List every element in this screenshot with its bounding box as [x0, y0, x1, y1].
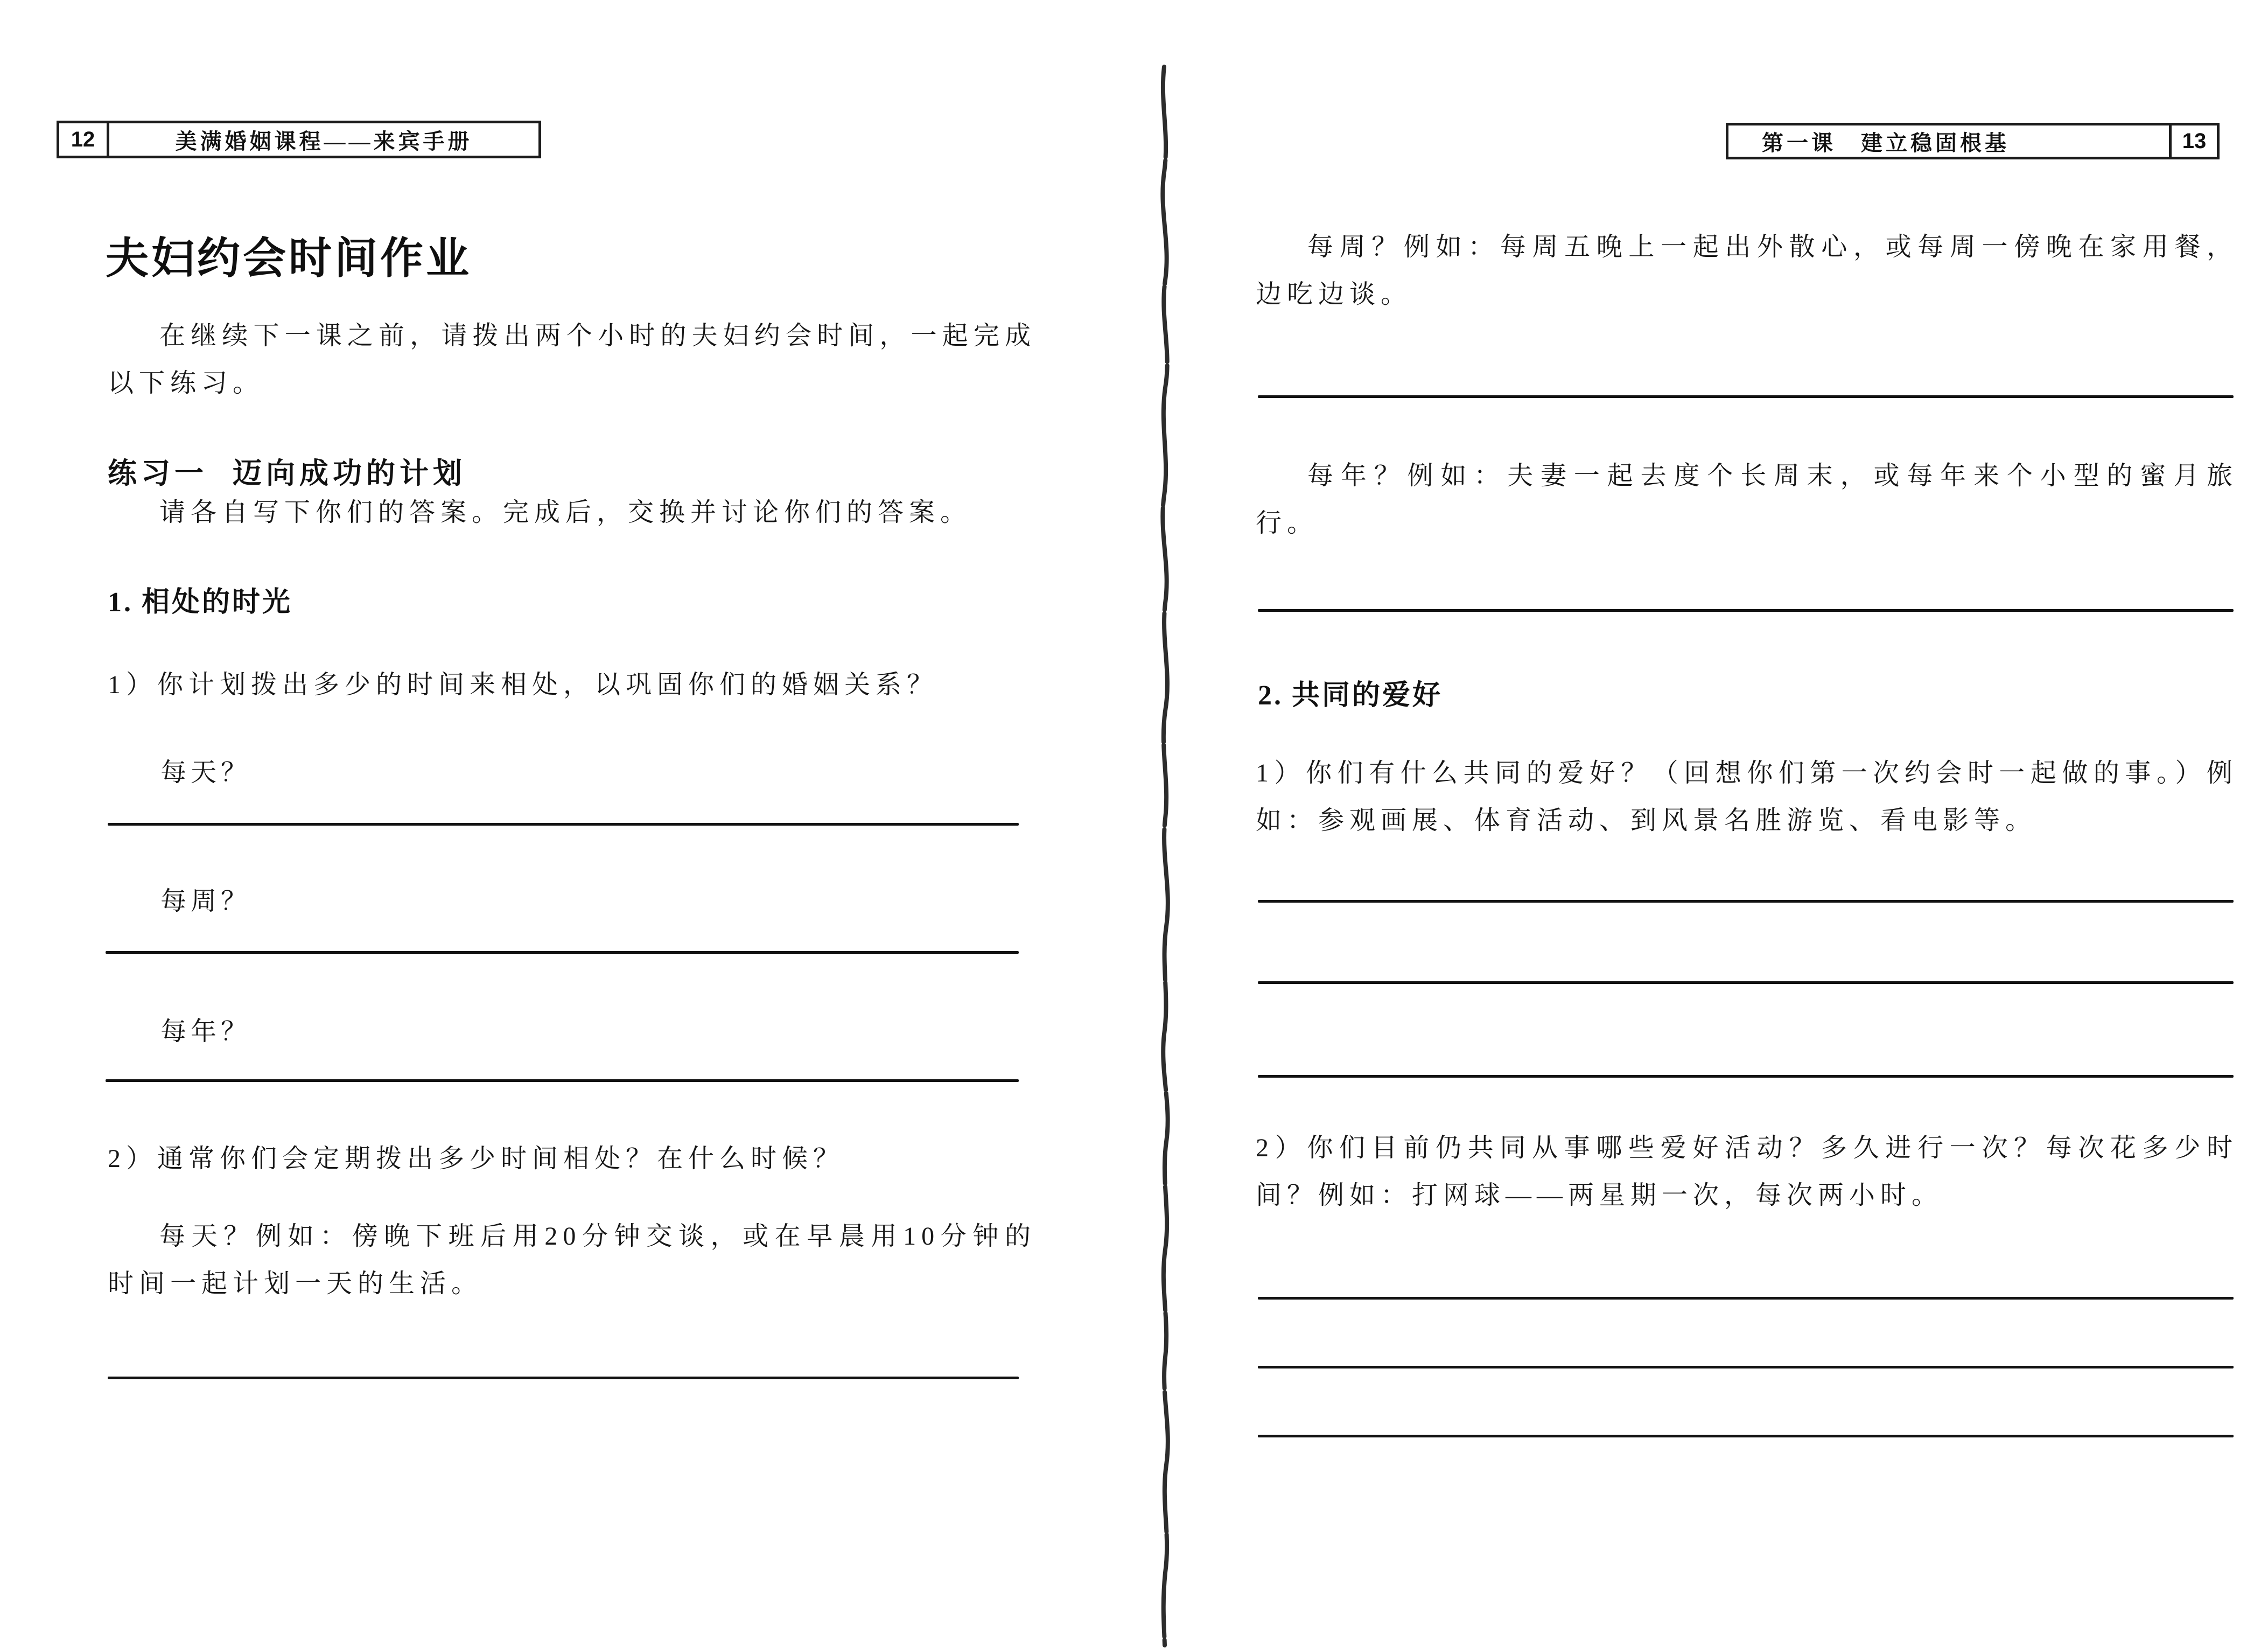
section1-number: 1. — [108, 587, 133, 618]
answer-line — [1258, 900, 2234, 903]
answer-line — [106, 1079, 1019, 1082]
answer-line — [108, 1377, 1019, 1379]
section1-heading — [108, 579, 292, 619]
question2: 2）通常你们会定期拨出多少时间相处？在什么时候？ — [108, 1144, 845, 1173]
answer-line — [1258, 1297, 2234, 1300]
yearly-example-paragraph: 每年？例如：夫妻一起去度个长周末，或每年来个小型的蜜月旅行。 — [1256, 462, 2238, 537]
right-page-number: 13 — [2169, 125, 2217, 157]
answer-line — [1258, 609, 2234, 612]
answer-line — [1258, 395, 2234, 398]
exercise-instruction: 请各自写下你们的答案。完成后，交换并讨论你们的答案。 — [159, 498, 972, 527]
left-running-header — [57, 121, 541, 158]
answer-line — [106, 951, 1019, 954]
hobbies-question2: 2）你们目前仍共同从事哪些爱好活动？多久进行一次？每次花多少时间？例如：打网球——两星期一次，每次两小时。 — [1256, 1134, 2238, 1210]
question2-example: 每天？例如：傍晚下班后用20分钟交谈，或在早晨用10分钟的时间一起计划一天的生活。 — [108, 1222, 1036, 1298]
blank-label-yearly: 每年？ — [160, 1017, 251, 1046]
exercise-label: 练习一 — [108, 457, 208, 490]
blank-label-weekly: 每周？ — [160, 887, 251, 916]
answer-line — [108, 823, 1019, 826]
exercise-name: 迈向成功的计划 — [233, 457, 466, 490]
answer-line — [1258, 1075, 2234, 1078]
blank-label-daily: 每天？ — [160, 758, 251, 787]
left-page-number: 12 — [59, 123, 109, 156]
section2-title: 共同的爱好 — [1292, 680, 1443, 711]
answer-line — [1258, 981, 2234, 984]
section2-number: 2. — [1258, 680, 1283, 711]
section1-title: 相处的时光 — [142, 586, 293, 618]
weekly-example-paragraph: 每周？例如：每周五晚上一起出外散心，或每周一傍晚在家用餐，边吃边谈。 — [1256, 233, 2238, 309]
answer-line — [1258, 1366, 2234, 1368]
intro-paragraph: 在继续下一课之前，请拨出两个小时的夫妇约会时间，一起完成以下练习。 — [108, 322, 1036, 397]
right-running-header — [1726, 123, 2220, 159]
left-running-header-title: 美满婚姻课程——来宾手册 — [175, 129, 473, 153]
hobbies-question1: 1）你们有什么共同的爱好？（回想你们第一次约会时一起做的事。）例如：参观画展、体育活动、到风景名胜游览、看电影等。 — [1256, 759, 2238, 835]
document-title: 夫妇约会时间作业 — [106, 234, 472, 282]
section2-heading — [1258, 672, 1443, 713]
book-spine-crease — [1140, 59, 1189, 1648]
question1: 1）你计划拨出多少的时间来相处，以巩固你们的婚姻关系？ — [108, 671, 939, 699]
right-running-header-title: 第一课 建立稳固根基 — [1762, 130, 2010, 155]
answer-line — [1258, 1435, 2234, 1437]
exercise-heading — [108, 450, 466, 492]
